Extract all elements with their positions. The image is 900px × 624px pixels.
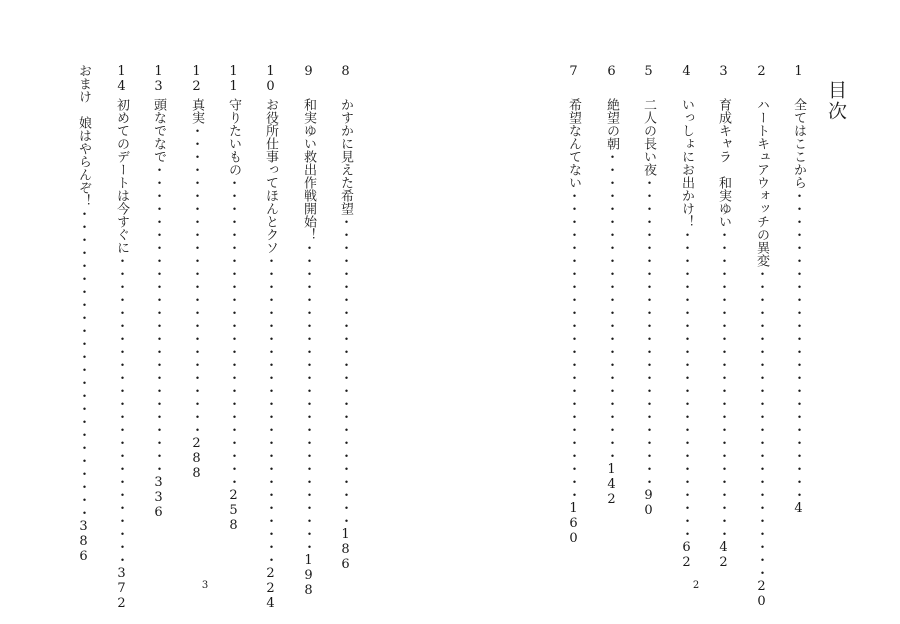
page-ref: 62: [679, 540, 694, 570]
chapter-title: 守りたいもの: [226, 98, 241, 176]
toc-entry[interactable]: [337, 64, 353, 572]
page-ref: 258: [226, 488, 241, 533]
toc-heading: 目次: [825, 80, 847, 122]
chapter-number: 9: [301, 64, 316, 79]
page-number: 3: [201, 580, 209, 591]
toc-entry[interactable]: [715, 64, 731, 570]
toc-entry[interactable]: [565, 64, 581, 546]
dot-leader: ・・・・・・・・・・・・・・・・・・・・・・・・: [75, 207, 90, 519]
chapter-number: 3: [716, 64, 731, 79]
page-ref: 4: [791, 501, 806, 516]
chapter-number: 12: [189, 64, 204, 94]
page-ref: 142: [604, 462, 619, 507]
dot-leader: ・・・・・・・・・・・・・・・・・・・・・・・・: [753, 267, 768, 579]
page-ref: 198: [301, 553, 316, 598]
toc-entry[interactable]: [603, 64, 619, 507]
chapter-number: 10: [263, 64, 278, 94]
chapter-title: 初めてのデートは今すぐに: [114, 98, 129, 254]
dot-leader: ・・・・・・・・・・・・・・・・・・・・・・・・: [300, 241, 315, 553]
chapter-number: 8: [338, 64, 353, 79]
chapter-title: いっしょにお出かけ！: [679, 98, 694, 228]
chapter-title: 育成キャラ 和実ゆい: [716, 98, 731, 228]
chapter-number: 4: [679, 64, 694, 79]
dot-leader: ・・・・・・・・・・・・・・・・・・・・・・・・: [188, 124, 203, 436]
dot-leader: ・・・・・・・・・・・・・・・・・・・・・・・・: [603, 150, 618, 462]
toc-entry[interactable]: [75, 64, 91, 564]
page-ref: 186: [338, 527, 353, 572]
page-ref: 288: [189, 436, 204, 481]
dot-leader: ・・・・・・・・・・・・・・・・・・・・・・・・: [640, 176, 655, 488]
chapter-title: 二人の長い夜: [641, 98, 656, 176]
page-ref: 90: [641, 488, 656, 518]
toc-entry[interactable]: [225, 64, 241, 533]
page-ref: 386: [76, 519, 91, 564]
toc-entry[interactable]: [150, 64, 166, 520]
chapter-title: お役所仕事ってほんとクソ: [263, 98, 278, 254]
dot-leader: ・・・・・・・・・・・・・・・・・・・・・・・・: [565, 189, 580, 501]
page-ref: 372: [114, 566, 129, 611]
chapter-title: かすかに見えた希望: [338, 98, 353, 215]
chapter-title: 全てはここから: [791, 98, 806, 189]
dot-leader: ・・・・・・・・・・・・・・・・・・・・・・・・: [225, 176, 240, 488]
chapter-number: 13: [151, 64, 166, 94]
toc-entry[interactable]: [262, 64, 278, 611]
dot-leader: ・・・・・・・・・・・・・・・・・・・・・・・・: [678, 228, 693, 540]
page-ref: 224: [263, 566, 278, 611]
toc-entry[interactable]: [113, 64, 129, 611]
dot-leader: ・・・・・・・・・・・・・・・・・・・・・・・・: [337, 215, 352, 527]
toc-entry[interactable]: [753, 64, 769, 609]
toc-entry[interactable]: [188, 64, 204, 481]
toc-entry[interactable]: [678, 64, 694, 570]
chapter-number: 2: [754, 64, 769, 79]
chapter-number: 5: [641, 64, 656, 79]
chapter-number: 14: [114, 64, 129, 94]
chapter-title: 希望なんてない: [566, 98, 581, 189]
dot-leader: ・・・・・・・・・・・・・・・・・・・・・・・・: [715, 228, 730, 540]
toc-entry[interactable]: [640, 64, 656, 518]
chapter-title: 絶望の朝: [604, 98, 619, 150]
page-ref: 42: [716, 540, 731, 570]
dot-leader: ・・・・・・・・・・・・・・・・・・・・・・・・: [790, 189, 805, 501]
page-ref: 336: [151, 475, 166, 520]
toc-entry[interactable]: [300, 64, 316, 598]
chapter-title: おまけ 娘はやらんぞ！: [76, 64, 91, 207]
chapter-number: 6: [604, 64, 619, 79]
dot-leader: ・・・・・・・・・・・・・・・・・・・・・・・・: [150, 163, 165, 475]
chapter-title: 真実: [189, 98, 204, 124]
page-ref: 20: [754, 579, 769, 609]
right-page: [450, 0, 900, 624]
chapter-number: 1: [791, 64, 806, 79]
chapter-title: 和実ゆい救出作戦開始！: [301, 98, 316, 241]
page-number: 2: [692, 580, 700, 591]
toc-entry[interactable]: [790, 64, 806, 516]
chapter-title: ハートキュアウォッチの異変: [754, 98, 769, 267]
chapter-number: 11: [226, 64, 241, 94]
chapter-title: 頭なでなで: [151, 98, 166, 163]
dot-leader: ・・・・・・・・・・・・・・・・・・・・・・・・: [262, 254, 277, 566]
page-ref: 160: [566, 501, 581, 546]
dot-leader: ・・・・・・・・・・・・・・・・・・・・・・・・: [113, 254, 128, 566]
chapter-number: 7: [566, 64, 581, 79]
